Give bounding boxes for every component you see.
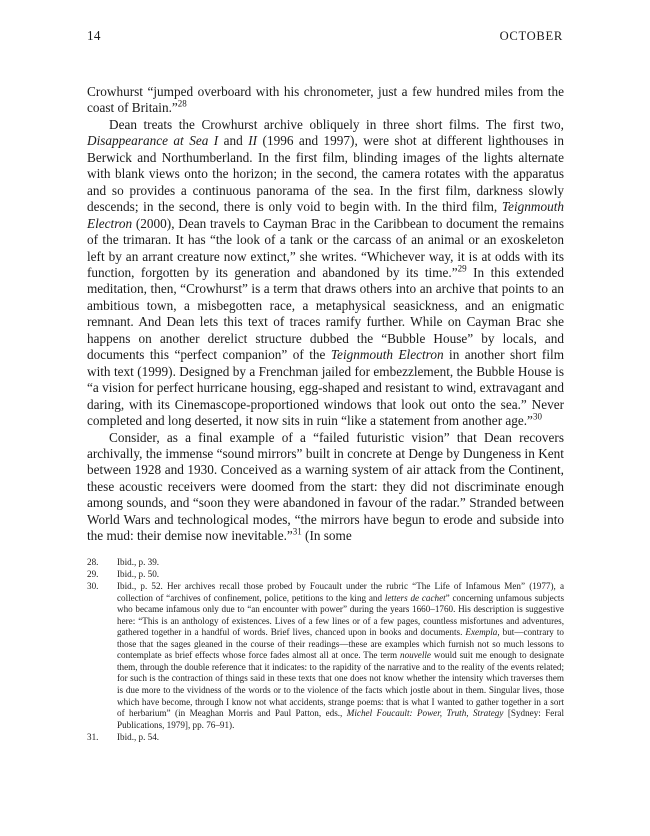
italic-run: Teignmouth Electron xyxy=(87,199,564,231)
italic-run: Disappearance at Sea I xyxy=(87,133,219,149)
footnote-entry xyxy=(87,581,564,731)
footnote-reference[interactable]: 28 xyxy=(177,99,187,110)
body-paragraph: Consider, as a final example of a “failed futuristic vision” that Dean recovers archivally, the immense “sound mirrors” built in concrete at Denge by Dungeness in Kent between 1928 and 1930. Conceived as a warning system of air attack from the Continent, these acoustic receivers were doomed from the start: they did not discriminate enough among sounds, and “soon they were abandoned in favour of the radar.” Stranded between World Wars and technological modes, “the mirrors have begun to erode and subside into the mud: their demise now inevitable.”$^{31}$ (In some xyxy=(87,429,564,544)
journal-title: OCTOBER xyxy=(499,29,563,43)
body-paragraph: Dean treats the Crowhurst archive obliquely in three short films. The first two, Disappearance at Sea I and II (1996 and 1997), were shot at different lighthouses in Berwick and Northumberland. In the first film, blinding images of the lights alternate with blank views onto the horizon; in the second, the camera rotates with the apparatus and so provides a continuous panorama of the sea. In the first film, darkness slowly descends; in the second, there is only void to begin with. In the third film, Teignmouth Electron (2000), Dean travels to Cayman Brac in the Caribbean to document the remains of the trimaran. It has “the look of a tank or the carcass of an animal or an exoskeleton left by an arrant creature now extinct,” she writes. “Whichever way, it is at odds with its function, forgotten by its generation and abandoned by its time.”$^{29}$ In this extended meditation, then, “Crowhurst” is a term that draws others into an archive that points to an ambitious town, a misbegotten race, a metaphysical seasickness, and an enigmatic remnant. And Dean lets this text of traces ramify further. While on Cayman Brac she happens on another derelict structure dubbed the “Bubble House” by locals, and documents this “perfect companion” of the Teignmouth Electron in another short film with text (1999). Designed by a Frenchman jailed for embezzlement, the Bubble House is “a vision for perfect hurricane housing, egg-shaped and resistant to wind, extravagant and daring, with its Cinemascope-proportioned windows that look out onto the sea.” Never completed and long deserted, it now sits in ruin “like a statement from another age.”$^{30}$ xyxy=(87,116,565,429)
footnote-entry xyxy=(87,557,564,569)
footnote-number: 31. xyxy=(87,731,99,742)
italic-run: Exempla, xyxy=(465,627,500,638)
italic-run: nouvelle xyxy=(400,650,431,661)
footnote-reference[interactable]: 30 xyxy=(532,411,542,422)
footnote-text: Ibid., p. 50. xyxy=(117,569,160,580)
body-paragraph: Crowhurst “jumped overboard with his chronometer, just a few hundred miles from the coast of Britain.”$^{28}$ xyxy=(87,84,564,116)
footnote-entry xyxy=(87,569,564,581)
footnote-entry xyxy=(87,732,564,744)
page-number: 14 xyxy=(87,28,101,43)
footnote-reference[interactable]: 31 xyxy=(292,526,302,537)
footnotes-block xyxy=(87,557,564,744)
footnote-number: 30. xyxy=(87,581,99,592)
body-text-block xyxy=(87,84,564,545)
italic-run: Michel Foucault: Power, Truth, Strategy xyxy=(346,708,504,719)
italic-run: II xyxy=(248,133,258,149)
footnote-number: 28. xyxy=(87,557,99,567)
italic-run: Teignmouth Electron xyxy=(330,347,444,363)
running-head xyxy=(87,28,563,44)
footnote-text: Ibid., p. 52. Her archives recall those probed by Foucault under the rubric “The Life of Infamous Men” (1977), a collection of “archives of confinement, police, petitions to the king and letters de cachet” concerning unfamous subjects who became infamous only due to “an encounter with power” during the years 1660–1760. His description is suggestive here: “This is an anthology of existences. Lives of a few lines or of a few pages, countless misfortunes and adventures, gathered together in a handful of words. Brief lives, chanced upon in books and documents. Exempla, but—contrary to those that the sages gleaned in the course of their readings—these are examples which furnish not so much lessons to contemplate as brief effects whose force fades almost all at once. The term nouvelle would suit me enough to designate them, through the double reference that it indicates: to the rapidity of the narrative and to the reality of the events related; for such is the contraction of things said in these texts that one does not know whether the intensity which traverses them is due more to the vividness of the words or to the violence of the facts which jostle about in them. Singular lives, those which have become, through I know not what accidents, strange poems: that is what I wanted to gather together in a sort of herbarium” (in Meaghan Morris and Paul Patton, eds., Michel Foucault: Power, Truth, Strategy [Sydney: Feral Publications, 1979], pp. 76–91). xyxy=(117,581,564,730)
italic-run: letters de cachet xyxy=(384,592,446,603)
footnote-number: 29. xyxy=(87,569,99,580)
footnote-reference[interactable]: 29 xyxy=(457,263,467,274)
footnote-text: Ibid., p. 54. xyxy=(117,731,160,742)
footnote-text: Ibid., p. 39. xyxy=(117,557,160,567)
